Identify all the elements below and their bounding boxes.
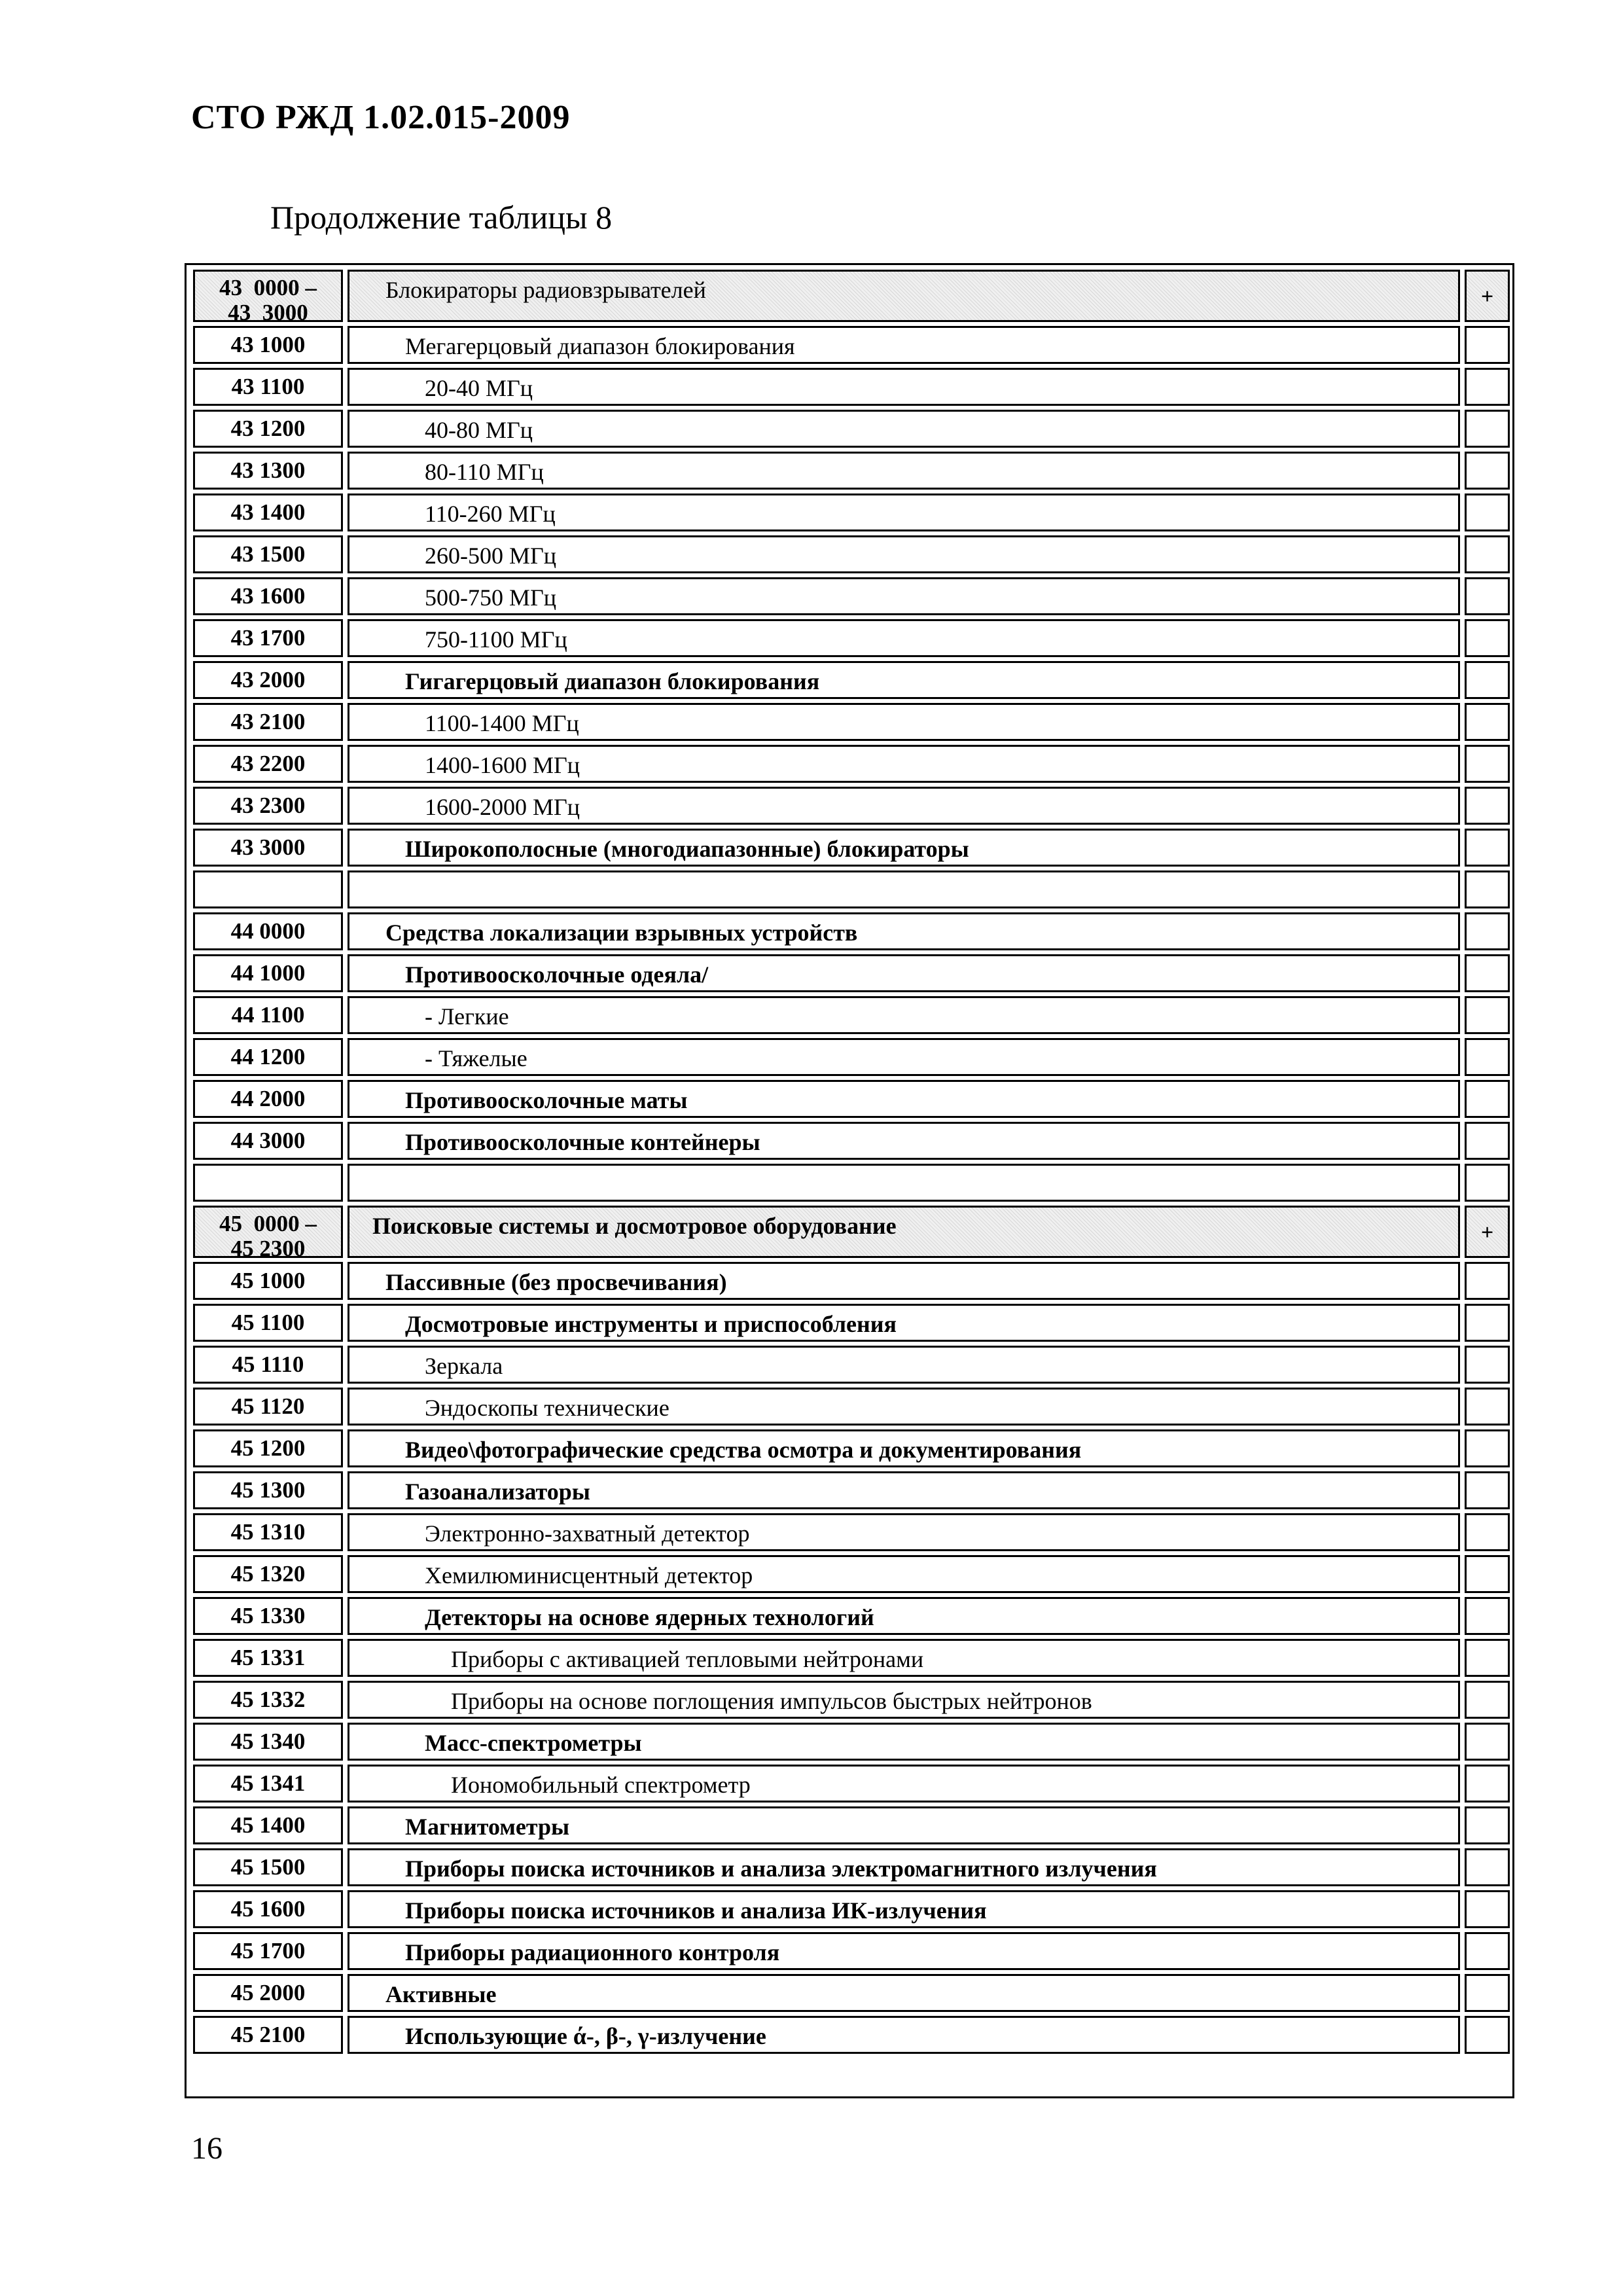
mark-cell [1465,1681,1510,1719]
name-cell [348,1974,1460,2012]
mark-cell [1465,1890,1510,1928]
name-text: Противоосколочные контейнеры [405,1129,760,1155]
mark-cell [1465,1639,1510,1677]
code-text: 43 2000 [230,667,306,692]
code-text: 43 1100 [231,374,305,399]
code-text: 44 2000 [230,1086,306,1111]
code-cell [193,1932,343,1970]
name-cell [348,1164,1460,1202]
name-cell [348,452,1460,490]
name-cell [348,1388,1460,1426]
name-text: Газоанализаторы [405,1479,590,1505]
name-cell [348,1848,1460,1886]
code-text: 45 1600 [230,1896,306,1922]
mark-cell [1465,1723,1510,1761]
code-cell [193,452,343,490]
name-cell [348,703,1460,741]
table-caption: Продолжение таблицы 8 [270,199,613,236]
mark-cell [1465,1206,1510,1258]
code-text: 43 2200 [230,751,306,776]
name-cell [348,1932,1460,1970]
mark-cell [1465,410,1510,448]
code-text: 43 2100 [230,709,306,734]
name-text: Приборы радиационного контроля [405,1939,780,1965]
code-text: 45 2100 [230,2022,306,2047]
name-cell [348,912,1460,950]
code-cell [193,410,343,448]
code-cell [193,829,343,867]
name-cell [348,1806,1460,1844]
name-text: Магнитометры [405,1814,570,1840]
code-cell [193,1388,343,1426]
name-text: Приборы поиска источников и анализа ИК-излучения [405,1897,987,1924]
mark-cell [1465,619,1510,657]
document-header: СТО РЖД 1.02.015-2009 [191,99,571,136]
mark-cell [1465,1122,1510,1160]
name-text: Приборы на основе поглощения импульсов быстрых нейтронов [451,1688,1092,1714]
code-text: 45 1331 [230,1645,306,1670]
name-cell [348,1262,1460,1300]
name-cell [348,368,1460,406]
mark-cell [1465,1848,1510,1886]
mark-cell [1465,1262,1510,1300]
name-cell [348,326,1460,364]
name-cell [348,661,1460,699]
code-text: 45 1120 [231,1393,305,1419]
code-cell [193,535,343,573]
code-text: 44 1000 [230,960,306,986]
name-text: Активные [385,1981,497,2007]
code-text: 45 1330 [230,1603,306,1628]
name-text: 1600-2000 МГц [425,794,580,820]
code-text: 43 1700 [230,625,306,651]
code-cell [193,1765,343,1803]
name-text: - Тяжелые [425,1045,527,1071]
mark-cell [1465,326,1510,364]
code-cell [193,1555,343,1593]
name-text: Приборы поиска источников и анализа электромагнитного излучения [405,1856,1157,1882]
name-text: - Легкие [425,1003,509,1030]
name-text: 750-1100 МГц [425,626,567,653]
code-text: 45 1000 [230,1268,306,1293]
code-cell [193,1038,343,1076]
name-text: 20-40 МГц [425,375,533,401]
code-cell [193,661,343,699]
name-cell [348,1304,1460,1342]
code-text: 45 1110 [232,1352,304,1377]
mark-cell [1465,954,1510,992]
name-cell [348,2016,1460,2054]
name-text: Средства локализации взрывных устройств [385,920,858,946]
code-text: 45 1310 [230,1519,306,1545]
name-text: Противоосколочные одеяла/ [405,961,709,988]
name-text: Приборы с активацией тепловыми нейтронами [451,1646,924,1672]
code-text: 44 3000 [230,1128,306,1153]
code-cell [193,1723,343,1761]
name-text: Поисковые системы и досмотровое оборудование [372,1213,897,1239]
name-text: Иономобильный спектрометр [451,1772,751,1798]
mark-cell [1465,703,1510,741]
mark-text: + [1480,285,1494,309]
code-cell [193,1848,343,1886]
mark-cell [1465,2016,1510,2054]
code-cell [193,577,343,615]
code-cell [193,954,343,992]
code-cell [193,1080,343,1118]
name-text: Детекторы на основе ядерных технологий [425,1604,874,1630]
name-text: Эндоскопы технические [425,1395,669,1421]
mark-cell [1465,452,1510,490]
name-cell [348,1765,1460,1803]
code-cell [193,996,343,1034]
name-text: Масс-спектрометры [425,1730,642,1756]
name-text: Широкополосные (многодиапазонные) блокираторы [405,836,969,862]
name-text: Хемилюминисцентный детектор [425,1562,753,1588]
mark-cell [1465,535,1510,573]
code-cell [193,703,343,741]
code-text: 45 1320 [230,1561,306,1587]
code-cell [193,1471,343,1509]
mark-cell [1465,1388,1510,1426]
name-cell [348,1080,1460,1118]
code-cell [193,1304,343,1342]
code-text: 43 0000 – 43 3000 [219,275,317,325]
code-cell [193,1890,343,1928]
code-cell [193,787,343,825]
name-cell [348,1555,1460,1593]
name-text: Мегагерцовый диапазон блокирования [405,333,795,359]
mark-cell [1465,1038,1510,1076]
name-cell [348,410,1460,448]
mark-cell [1465,996,1510,1034]
name-text: Гигагерцовый диапазон блокирования [405,668,820,694]
mark-cell [1465,1932,1510,1970]
mark-cell [1465,1806,1510,1844]
code-cell [193,1429,343,1467]
code-text: 43 1400 [230,499,306,525]
mark-cell [1465,1304,1510,1342]
code-cell [193,1513,343,1551]
mark-cell [1465,1974,1510,2012]
code-text: 45 1340 [230,1729,306,1754]
name-text: Использующие ά-, β-, γ-излучение [405,2023,766,2049]
name-text: 40-80 МГц [425,417,533,443]
name-cell [348,1122,1460,1160]
code-text: 45 1200 [230,1435,306,1461]
name-cell [348,1206,1460,1258]
code-text: 43 2300 [230,793,306,818]
name-text: Досмотровые инструменты и приспособления [405,1311,897,1337]
mark-cell [1465,1555,1510,1593]
name-cell [348,1038,1460,1076]
mark-cell [1465,1164,1510,1202]
code-text: 43 3000 [230,834,306,860]
name-cell [348,954,1460,992]
name-cell [348,493,1460,531]
mark-cell [1465,870,1510,908]
name-text: Противоосколочные маты [405,1087,688,1113]
name-cell [348,787,1460,825]
code-text: 44 1200 [230,1044,306,1069]
code-cell [193,1262,343,1300]
mark-cell [1465,1513,1510,1551]
code-cell [193,270,343,325]
code-text: 45 1300 [230,1477,306,1503]
code-text: 45 1100 [231,1310,305,1335]
name-cell [348,996,1460,1034]
name-text: Блокираторы радиовзрывателей [385,277,706,303]
code-text: 43 1500 [230,541,306,567]
code-cell [193,326,343,364]
code-cell [193,1639,343,1677]
code-cell [193,1974,343,2012]
mark-cell [1465,493,1510,531]
mark-cell [1465,787,1510,825]
name-text: 260-500 МГц [425,543,557,569]
name-cell [348,1597,1460,1635]
mark-cell [1465,912,1510,950]
name-cell [348,1723,1460,1761]
name-cell [348,870,1460,908]
name-cell [348,577,1460,615]
code-cell [193,1597,343,1635]
mark-cell [1465,270,1510,322]
classification-table [185,263,1514,2098]
page-number: 16 [191,2131,223,2166]
code-cell [193,1681,343,1719]
code-cell [193,745,343,783]
code-cell [193,912,343,950]
mark-cell [1465,1080,1510,1118]
name-cell [348,1513,1460,1551]
name-cell [348,1429,1460,1467]
code-cell [193,2016,343,2054]
mark-cell [1465,661,1510,699]
code-text: 45 1700 [230,1938,306,1964]
name-text: Электронно-захватный детектор [425,1520,750,1547]
name-cell [348,1639,1460,1677]
code-cell [193,368,343,406]
code-text: 45 0000 – 45 2300 [219,1211,317,1261]
code-text: 44 1100 [231,1002,305,1028]
code-cell [193,870,343,908]
name-text: Пассивные (без просвечивания) [385,1269,727,1295]
name-text: 80-110 МГц [425,459,544,485]
mark-cell [1465,1471,1510,1509]
code-text: 45 1341 [230,1770,306,1796]
name-cell [348,1681,1460,1719]
code-text: 45 1332 [230,1687,306,1712]
name-cell [348,829,1460,867]
code-text: 45 2000 [230,1980,306,2005]
code-cell [193,619,343,657]
name-text: Зеркала [425,1353,503,1379]
code-text: 45 1500 [230,1854,306,1880]
name-cell [348,1890,1460,1928]
name-cell [348,619,1460,657]
code-cell [193,1122,343,1160]
name-cell [348,1471,1460,1509]
name-cell [348,535,1460,573]
code-cell [193,1164,343,1202]
name-text: 110-260 МГц [425,501,556,527]
mark-cell [1465,1346,1510,1384]
name-text: 1400-1600 МГц [425,752,580,778]
code-text: 44 0000 [230,918,306,944]
mark-text: + [1480,1221,1494,1245]
code-text: 43 1000 [230,332,306,357]
name-cell [348,745,1460,783]
mark-cell [1465,1765,1510,1803]
code-cell [193,493,343,531]
code-cell [193,1346,343,1384]
code-cell [193,1206,343,1261]
mark-cell [1465,829,1510,867]
name-text: Видео\фотографические средства осмотра и документирования [405,1437,1082,1463]
name-text: 1100-1400 МГц [425,710,579,736]
code-text: 43 1300 [230,457,306,483]
mark-cell [1465,577,1510,615]
name-cell [348,1346,1460,1384]
name-cell [348,270,1460,322]
mark-cell [1465,745,1510,783]
code-text: 43 1600 [230,583,306,609]
mark-cell [1465,1429,1510,1467]
code-text: 45 1400 [230,1812,306,1838]
mark-cell [1465,1597,1510,1635]
mark-cell [1465,368,1510,406]
code-cell [193,1806,343,1844]
name-text: 500-750 МГц [425,584,557,611]
code-text: 43 1200 [230,416,306,441]
